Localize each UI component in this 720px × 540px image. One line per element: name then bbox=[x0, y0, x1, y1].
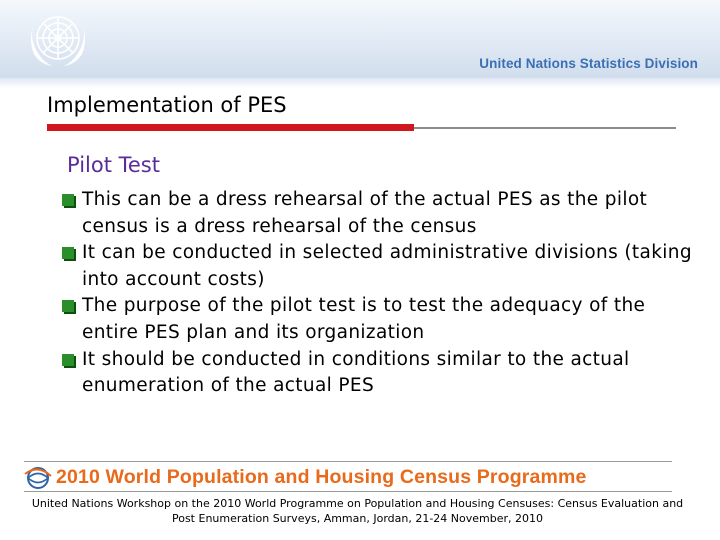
header-fade bbox=[0, 78, 720, 88]
bullet-list bbox=[62, 187, 702, 400]
bullet-item bbox=[62, 187, 702, 240]
bullet-item bbox=[62, 240, 702, 293]
workshop-caption: United Nations Workshop on the 2010 World Programme on Population and Housing Censuses: Census Evaluation and Post Enumeration Surveys, Amman, Jordan, 21-24 November, 2010 bbox=[31, 497, 684, 525]
footer-rule-bottom bbox=[24, 491, 672, 492]
slide-subtitle: Pilot Test bbox=[67, 153, 160, 177]
title-rule-grey bbox=[414, 127, 676, 129]
bullet-text: It can be conducted in selected administrative divisions (taking into account costs) bbox=[82, 242, 692, 290]
programme-banner bbox=[24, 464, 696, 492]
bullet-item bbox=[62, 347, 702, 400]
title-rule-red bbox=[47, 124, 414, 131]
programme-name: 2010 World Population and Housing Census Programme bbox=[56, 466, 587, 488]
division-name: United Nations Statistics Division bbox=[479, 56, 698, 71]
checkbox-bullet-icon bbox=[62, 247, 76, 261]
bullet-text: The purpose of the pilot test is to test the adequacy of the entire PES plan and its organization bbox=[82, 295, 646, 343]
census-globe-icon bbox=[24, 465, 52, 491]
checkbox-bullet-icon bbox=[62, 300, 76, 314]
checkbox-bullet-icon bbox=[62, 354, 76, 368]
checkbox-bullet-icon bbox=[62, 194, 76, 208]
footer-rule-top bbox=[24, 461, 672, 462]
un-emblem-icon bbox=[20, 8, 96, 72]
bullet-text: This can be a dress rehearsal of the actual PES as the pilot census is a dress rehearsal of the census bbox=[82, 189, 648, 237]
bullet-text: It should be conducted in conditions similar to the actual enumeration of the actual PES bbox=[82, 348, 630, 397]
bullet-item bbox=[62, 293, 702, 346]
slide-title: Implementation of PES bbox=[47, 93, 287, 117]
